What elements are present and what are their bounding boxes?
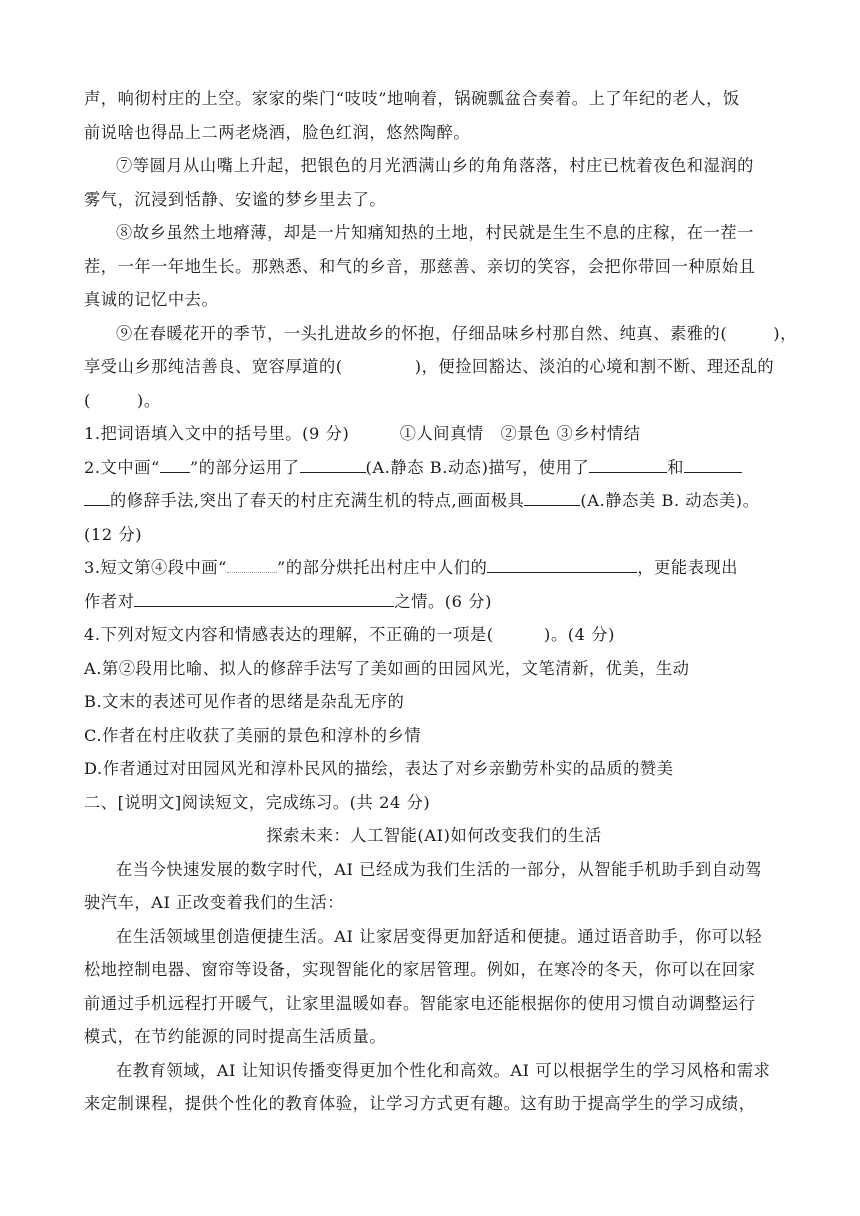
p9-text-b: )， <box>773 323 797 343</box>
article-paragraph-2: 在生活领域里创造便捷生活。AI 让家居变得更加舒适和便捷。通过语音助手，你可以轻 <box>116 926 763 946</box>
section-2-heading: 二、[说明文]阅读短文，完成练习。(共 24 分) <box>84 792 431 812</box>
q2-text-b: ”的部分运用了 <box>189 457 300 477</box>
q2-text-e: 的修辞手法,突出了春天的村庄充满生机的特点,画面极具 <box>110 491 525 510</box>
p9-text-e: ( <box>84 390 91 410</box>
paragraph-8: ⑧故乡虽然土地瘠薄，却是一片知痛知热的土地，村民就是生生不息的庄稼，在一茬一 <box>116 223 754 242</box>
article-paragraph-3-cont: 来定制课程，提供个性化的教育体验，让学习方式更有趣。这有助于提高学生的学习成绩， <box>84 1094 756 1113</box>
article-paragraph-1-cont: 驶汽车，AI 正改变着我们的生活： <box>84 893 345 912</box>
answer-blank[interactable] <box>134 592 394 607</box>
p9-text-f: )。 <box>136 390 161 410</box>
article-paragraph-3: 在教育领域，AI 让知识传播变得更加个性化和高效。AI 可以根据学生的学习风格和需求 <box>116 1060 771 1080</box>
option-d: D.作者通过对田园风光和淳朴民风的描绘，表达了对乡亲勤劳朴实的品质的赞美 <box>84 759 674 778</box>
q3-text-d: 作者对 <box>84 591 135 611</box>
article-paragraph-1: 在当今快速发展的数字时代，AI 已经成为我们生活的一部分，从智能手机助手到自动驾 <box>116 859 763 879</box>
q2-text-d: 和 <box>667 457 685 477</box>
passage-line: 声，响彻村庄的上空。家家的柴门“吱吱”地响着，锅碗瓢盆合奏着。上了年纪的老人，饭 <box>84 89 740 108</box>
p9-text-a: ⑨在春暖花开的季节，一头扎进故乡的怀抱，仔细品味乡村那自然、纯真、素雅的( <box>116 323 728 343</box>
option-b: B.文末的表述可见作者的思绪是杂乱无序的 <box>84 692 405 711</box>
answer-blank[interactable] <box>300 458 366 473</box>
paragraph-7: ⑦等圆月从山嘴上升起，把银色的月光洒满山乡的角角落落，村庄已枕着夜色和湿润的 <box>116 156 754 175</box>
paragraph-9-cont <box>84 350 784 384</box>
answer-blank[interactable] <box>524 491 580 506</box>
option-c: C.作者在村庄收获了美丽的景色和淳朴的乡情 <box>84 725 422 745</box>
article-paragraph-2-cont: 松地控制电器、窗帘等设备，实现智能化的家居管理。例如，在寒冷的冬天，你可以在回家 <box>84 960 756 979</box>
paragraph-9 <box>84 317 797 351</box>
passage-line: 前说啥也得品上二两老烧酒，脸色红润，悠然陶醉。 <box>84 122 471 142</box>
wavy-underline-mark <box>227 558 277 573</box>
question-3 <box>84 551 784 585</box>
option-a: A.第②段用比喻、拟人的修辞手法写了美如画的田园风光，文笔清新，优美，生动 <box>84 658 690 678</box>
underline-mark <box>160 458 190 473</box>
p9-text-c: 享受山乡那纯洁善良、宽容厚道的( <box>84 357 343 376</box>
answer-blank[interactable] <box>84 491 110 506</box>
answer-blank[interactable] <box>589 458 667 473</box>
question-1: 1.把词语填入文中的括号里。(9 分) ①人间真情 ②景色 ③乡村情结 <box>84 424 641 443</box>
document-page <box>84 82 797 1121</box>
q2-text-c: (A.静态 B.动态)描写，使用了 <box>365 457 590 477</box>
article-title: 探索未来：人工智能(AI)如何改变我们的生活 <box>266 826 602 845</box>
paragraph-7-cont: 雾气，沉浸到恬静、安谧的梦乡里去了。 <box>84 189 387 209</box>
article-paragraph-2-cont: 模式，在节约能源的同时提高生活质量。 <box>84 1027 387 1046</box>
q2-text-a: 2.文中画“ <box>84 457 160 477</box>
q3-text-c: ，更能表现出 <box>637 558 739 577</box>
p9-text-d: )，便捡回豁达、淡泊的心境和割不断、理还乱的 <box>414 357 775 376</box>
question-2-score: (12 分) <box>84 524 143 544</box>
q3-text-a: 3.短文第④段中画“ <box>84 558 228 577</box>
q3-text-e: 之情。(6 分) <box>394 591 492 611</box>
answer-blank[interactable] <box>487 558 637 573</box>
article-paragraph-2-cont: 前通过手机远程打开暖气，让家里温暖如春。智能家电还能根据你的使用习惯自动调整运行 <box>84 993 756 1013</box>
paragraph-9-cont <box>84 384 784 418</box>
question-3-cont <box>84 585 784 619</box>
q2-text-f: (A.静态美 B. 动态美)。 <box>580 491 760 510</box>
q3-text-b: ”的部分烘托出村庄中人们的 <box>277 558 488 577</box>
answer-blank[interactable] <box>684 458 742 473</box>
question-4: 4.下列对短文内容和情感表达的理解，不正确的一项是( )。(4 分) <box>84 625 615 644</box>
question-2 <box>84 451 784 485</box>
paragraph-8-cont: 真诚的记忆中去。 <box>84 290 219 309</box>
paragraph-8-cont: 茬，一年一年地生长。那熟悉、和气的乡音，那慈善、亲切的笑容，会把你带回一种原始且 <box>84 256 756 276</box>
question-2-cont <box>84 484 784 518</box>
